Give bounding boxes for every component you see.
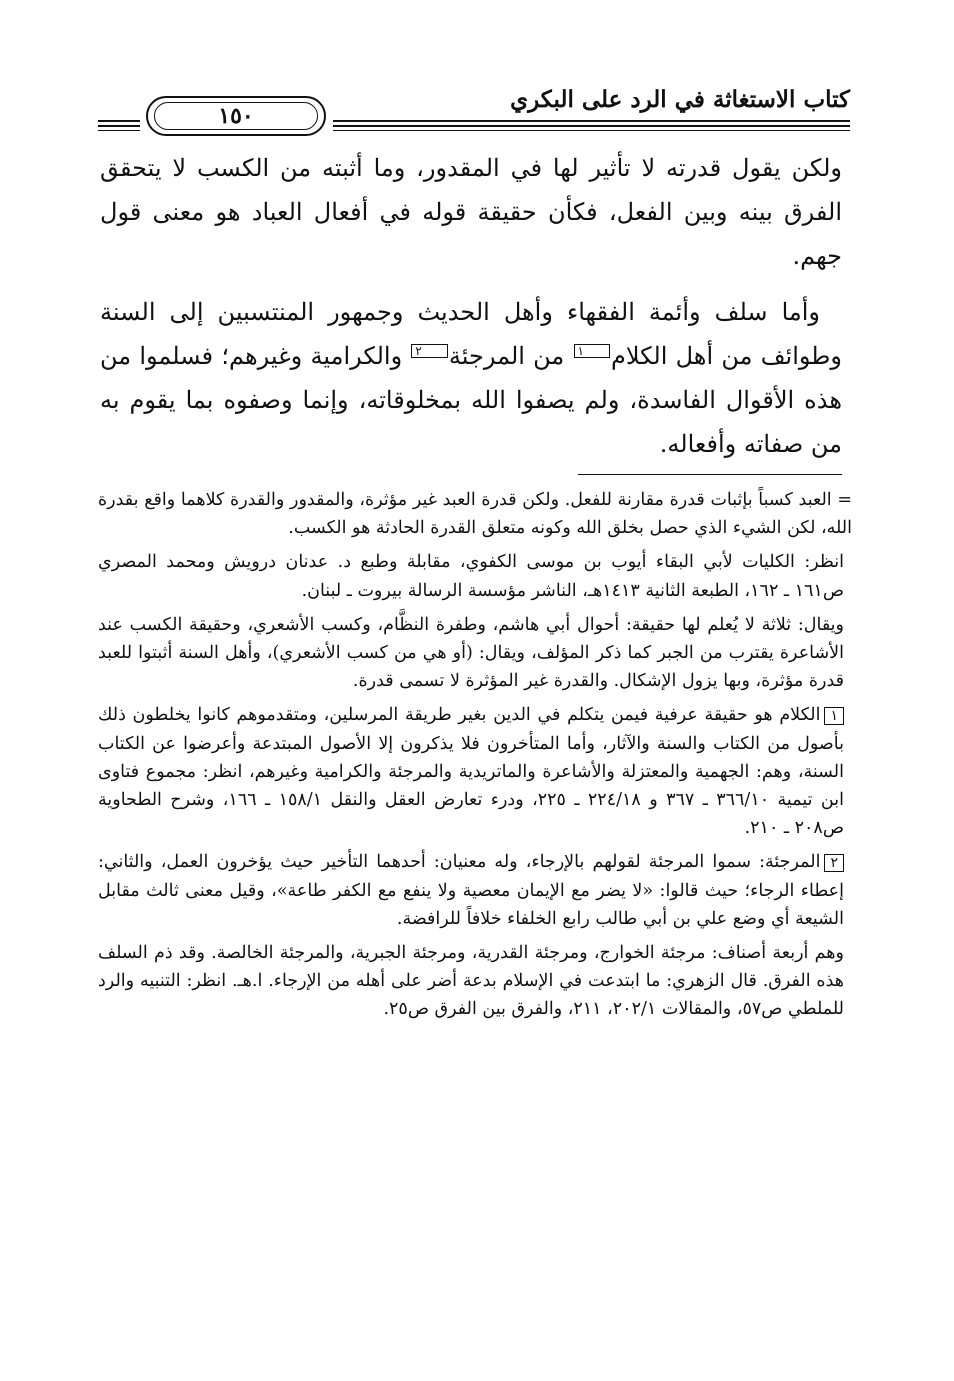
footnote-number: ١ <box>824 707 844 725</box>
header-rule <box>98 120 140 122</box>
paragraph-text: من المرجئة <box>448 342 573 370</box>
main-paragraph-1: ولكن يقول قدرته لا تأثير لها في المقدور، وما أثبته من الكسب لا يتحقق الفرق بينه وبين الفعل، فكأن حقيقة قوله في أفعال العباد هو معنى قول جهم. <box>100 154 842 270</box>
footnote-continuation: ويقال: ثلاثة لا يُعلم لها حقيقة: أحوال أبي هاشم، وطفرة النظَّام، وكسب الأشعري، وحقيقة الكسب عند الأشاعرة يقترب من الجبر كما ذكر المؤلف، ويقال: (أو هي من كسب الأشعري)، وأهل السنة أثبتوا للعبد قدرة مؤثرة، وبها يزول الإشكال. والقدرة غير المؤثرة لا تسمى قدرة. <box>98 614 844 692</box>
footnote-text: الكلام هو حقيقة عرفية فيمن يتكلم في الدين بغير طريقة المرسلين، ومتقدموهم كانوا يخلطون ذلك بأصول من الكتاب والسنة والآثار، وأما المتأخرون فلا يذكرون إلا الأصول المبتدعة وأعرضوا عن الكتاب السنة، وهم: الجهمية والمعتزلة والأشاعرة والماتريدية والمرجئة والكرامية وغيرهم، انظر: مجموع فتاوى ابن تيمية ٣٦٦/١٠ ـ ٣٦٧ و ٢٢٤/١٨ ـ ٢٢٥، ودرء تعارض العقل والنقل ١٥٨/١ ـ ١٦٦، وشرح الطحاوية ص٢٠٨ ـ ٢١٠. <box>98 705 844 839</box>
main-paragraph-2 <box>100 290 842 466</box>
footnote-number: ٢ <box>824 854 844 872</box>
footnote-continuation: وهم أربعة أصناف: مرجئة الخوارج، ومرجئة القدرية، ومرجئة الجبرية، والمرجئة الخالصة. وقد ذم السلف هذه الفرق. قال الزهري: ما ابتدعت في الإسلام بدعة أضر على أهله من الإرجاء. ا.هـ. انظر: التنبيه والرد للملطي ص٥٧، والمقالات ٢٠٢/١، ٢١١، والفرق بين الفرق ص٢٥. <box>98 943 844 1020</box>
header-rule <box>98 125 140 127</box>
footnote-2 <box>98 848 844 933</box>
header-rule <box>333 125 850 127</box>
page-header <box>98 78 850 138</box>
book-title: كتاب الاستغاثة في الرد على البكري <box>510 86 850 113</box>
page-number: ١٥٠ <box>154 102 318 130</box>
header-rule <box>333 130 850 131</box>
paragraph-text: وأما سلف وأئمة الفقهاء وأهل الحديث وجمهور المنتسبين إلى السنة وطوائف من أهل الكلام <box>100 298 842 370</box>
footnote-text: المرجئة: سموا المرجئة لقولهم بالإرجاء، وله معنيان: أحدهما التأخير حيث يؤخرون العمل، والثاني: إعطاء الرجاء؛ حيث قالوا: «لا يضر مع الإيمان معصية ولا ينفع مع الكفر طاعة»، وقيل معنى ثالث مقابل الشيعة أي وضع علي بن أبي طالب رابع الخلفاء خلافاً للرافضة. <box>98 852 844 929</box>
footnote-continuation: انظر: الكليات لأبي البقاء أيوب بن موسى الكفوي، مقابلة وطبع د. عدنان درويش ومحمد المصري ص١٦١ ـ ١٦٢، الطبعة الثانية ١٤١٣هـ، الناشر مؤسسة الرسالة بيروت ـ لبنان. <box>98 552 844 601</box>
main-text <box>100 146 842 466</box>
footnote-separator <box>578 474 842 475</box>
header-rule <box>98 130 140 131</box>
footnote-continuation: = العبد كسباً بإثبات قدرة مقارنة للفعل. ولكن قدرة العبد غير مؤثرة، والمقدور والقدرة كلاهما واقع بقدرة الله، لكن الشيء الذي حصل بخلق الله وكونه متعلق القدرة الحادثة هو الكسب. <box>98 490 852 539</box>
footnote-1 <box>98 701 844 842</box>
header-rule <box>333 120 850 122</box>
footnotes <box>98 486 852 1030</box>
paragraph-text: والكرامية وغيرهم؛ فسلموا من هذه الأقوال الفاسدة، ولم يصفوا الله بمخلوقاته، وإنما وصفوه بما يقوم به من صفاته وأفعاله. <box>100 342 842 458</box>
footnote-ref-1[interactable]: ١ <box>574 344 610 358</box>
page-number-badge <box>146 96 326 136</box>
footnote-ref-2[interactable]: ٢ <box>411 344 447 358</box>
